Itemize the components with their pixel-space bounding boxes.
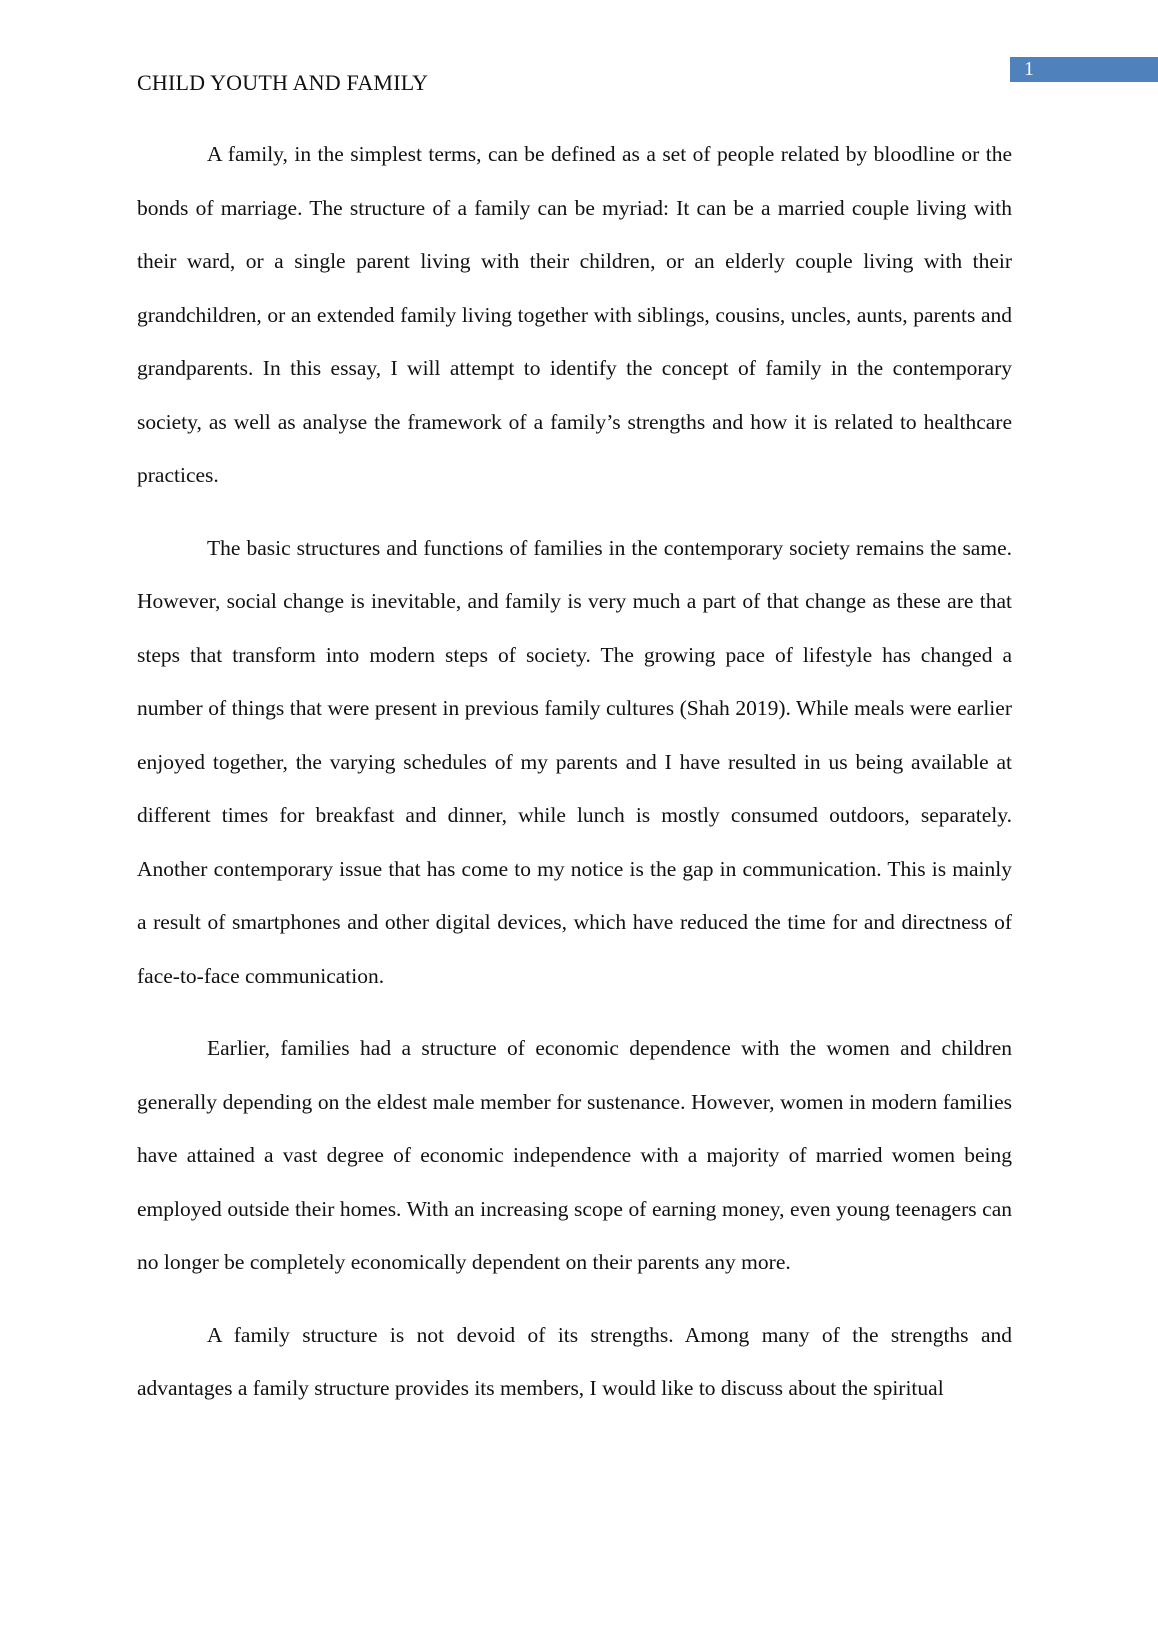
page-number-badge bbox=[1010, 57, 1158, 82]
page-number: 1 bbox=[1024, 58, 1034, 80]
paragraph-economic-dependence: Earlier, families had a structure of economic dependence with the women and children generally depending on the eldest male member for sustenance. However, women in modern families have attained a vast degree of economic independence with a majority of married women being employed outside their homes. With an increasing scope of earning money, even young teenagers can no longer be completely economically dependent on their parents any more. bbox=[137, 1036, 1012, 1274]
document-body bbox=[137, 128, 1012, 1435]
paragraph-intro: A family, in the simplest terms, can be defined as a set of people related by bloodline or the bonds of marriage. The structure of a family can be myriad: It can be a married couple living with their ward, or a single parent living with their children, or an elderly couple living with their grandchildren, or an extended family living together with siblings, cousins, uncles, aunts, parents and grandparents. In this essay, I will attempt to identify the concept of family in the contemporary society, as well as analyse the framework of a family’s strengths and how it is related to healthcare practices. bbox=[137, 142, 1012, 487]
running-head: CHILD YOUTH AND FAMILY bbox=[137, 70, 429, 95]
paragraph-family-strengths: A family structure is not devoid of its strengths. Among many of the strengths and advantages a family structure provides its members, I would like to discuss about the spiritual bbox=[137, 1322, 1012, 1400]
paragraph-contemporary-structure: The basic structures and functions of families in the contemporary society remains the same. However, social change is inevitable, and family is very much a part of that change as these are that steps that transform into modern steps of society. The growing pace of lifestyle has changed a number of things that were present in previous family cultures (Shah 2019). While meals were earlier enjoyed together, the varying schedules of my parents and I have resulted in us being available at different times for breakfast and dinner, while lunch is mostly consumed outdoors, separately. Another contemporary issue that has come to my notice is the gap in communication. This is mainly a result of smartphones and other digital devices, which have reduced the time for and directness of face-to-face communication. bbox=[137, 535, 1012, 988]
